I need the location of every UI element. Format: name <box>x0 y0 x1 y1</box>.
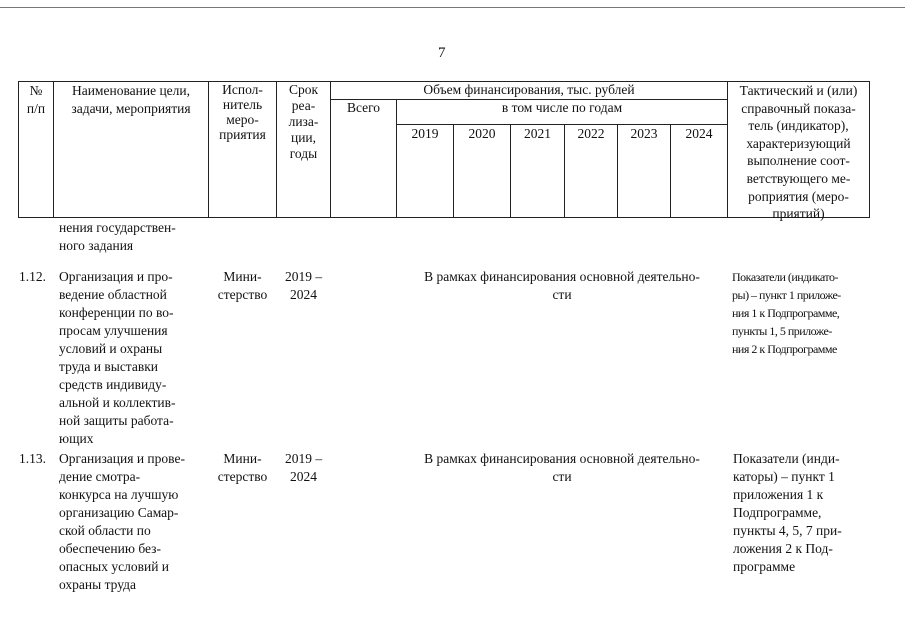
year-2024: 2024 <box>685 126 713 141</box>
grid-line <box>869 81 870 218</box>
row-term: 2019 – 2024 <box>284 451 323 484</box>
year-2020: 2020 <box>468 126 496 141</box>
header-num: № п/п <box>26 83 46 116</box>
header-by-years: в том числе по годам <box>501 100 623 115</box>
page-top-rule <box>0 7 905 8</box>
header-total: Всего <box>346 100 381 115</box>
year-2019: 2019 <box>411 126 439 141</box>
row-term: 2019 – 2024 <box>284 269 323 302</box>
year-2021: 2021 <box>524 126 551 141</box>
row-number: 1.13. <box>19 451 46 466</box>
row-name: Организация и прове- дение смотра- конкурса на лучшую организацию Самар- ской области по обеспечению без- опасных условий и охраны труда <box>59 451 185 592</box>
header-executor: Испол- нитель меро- приятия <box>219 82 266 142</box>
header-indicator: Тактический и (или) справочный показа- тель (индикатор), характеризующий выполнение соот- ветствующего ме- роприятия (меро- приятий) <box>739 83 858 222</box>
year-2022: 2022 <box>577 126 605 141</box>
page-number: 7 <box>438 45 446 61</box>
row-number: 1.12. <box>19 269 46 284</box>
header-funding-title: Объем финансирования, тыс. рублей <box>423 82 635 97</box>
row-executor: Мини- стерство <box>217 451 268 484</box>
years-rule <box>396 124 727 125</box>
year-2023: 2023 <box>630 126 658 141</box>
row-indicator: Показатели (индикато- ры) – пункт 1 приложе- ния 1 к Подпрограмме, пункты 1, 5 приложе- ния 2 к Подпрограмме <box>732 270 841 356</box>
continuation-text: нения государствен- ного задания <box>59 220 176 253</box>
row-funding: В рамках финансирования основной деятельно- сти <box>424 451 700 484</box>
row-name: Организация и про- ведение областной конференции по во- просам улучшения условий и охраны труда и выставки средств индивиду- альной и коллектив- ной защиты работа- ющих <box>59 269 176 446</box>
row-funding: В рамках финансирования основной деятельно- сти <box>424 269 700 302</box>
row-executor: Мини- стерство <box>217 269 268 302</box>
grid-line <box>396 99 397 218</box>
row-indicator: Показатели (инди- каторы) – пункт 1 приложения 1 к Подпрограмме, пункты 4, 5, 7 при- ложения 2 к Под- программе <box>733 451 842 574</box>
header-term: Срок реа- лиза- ции, годы <box>288 82 319 161</box>
header-name: Наименование цели, задачи, мероприятия <box>71 83 191 116</box>
